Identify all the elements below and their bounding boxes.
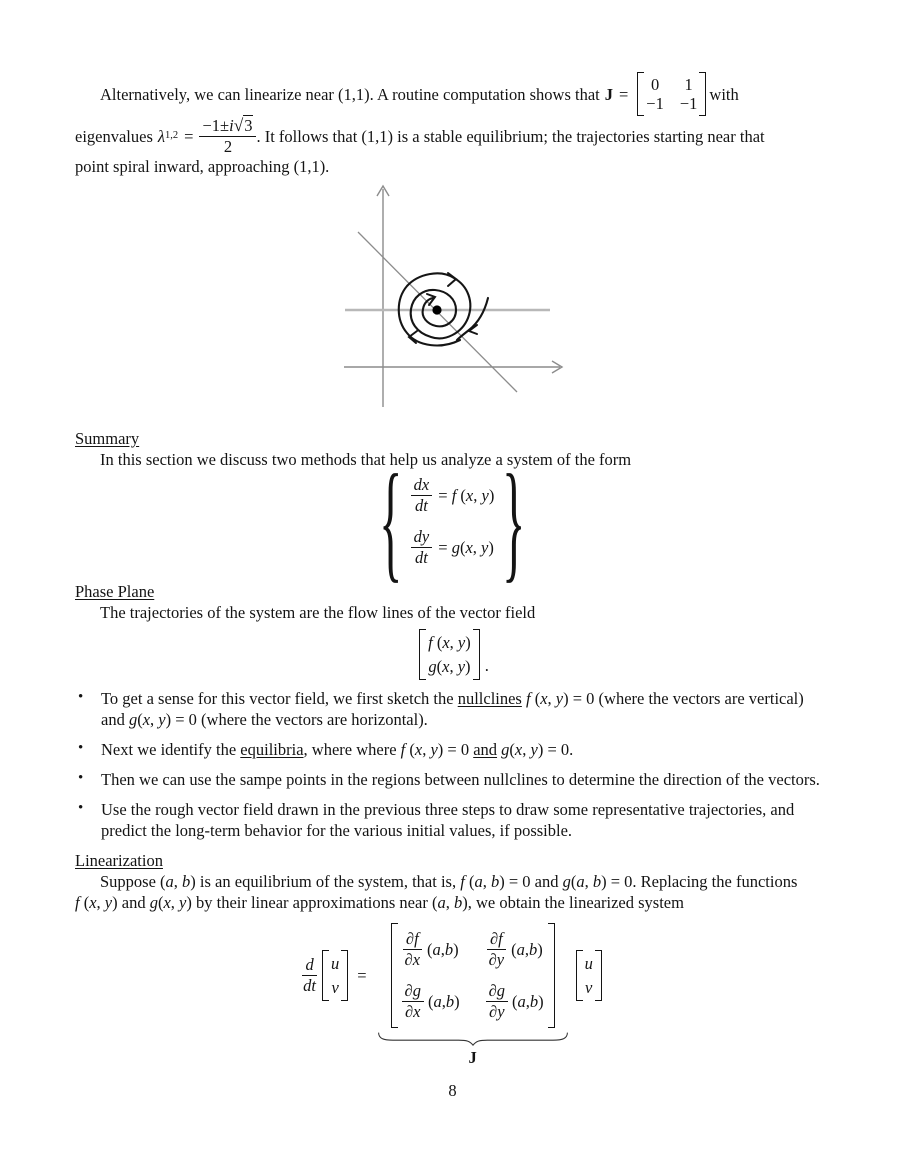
text-run: , we obtain the linearized system	[467, 892, 684, 912]
jacobian-cell	[402, 982, 460, 1021]
underlined-text: nullclines	[457, 688, 522, 708]
text-run: Next we identify the	[101, 739, 241, 759]
summary-heading: Summary	[75, 429, 140, 449]
eigenvalue-fraction	[199, 116, 256, 156]
text-run: (where the vectors are horizontal).	[196, 709, 428, 729]
j-matrix-entry: −1	[679, 94, 698, 113]
dt-denominator: dt	[415, 547, 428, 567]
text-run: , where where	[303, 739, 401, 759]
linearized-system-equation	[300, 923, 605, 1079]
page-number: 8	[448, 1081, 457, 1101]
right-brace: }	[502, 446, 526, 595]
vector-field-display	[416, 629, 489, 680]
jacobian-matrix	[391, 923, 555, 1029]
vector-field-matrix	[419, 629, 480, 680]
partial-den: ∂x	[404, 949, 421, 969]
bullet-list	[75, 688, 830, 841]
uv-vector-left	[322, 950, 348, 1001]
v-entry: v	[585, 978, 593, 998]
partial-den: ∂y	[489, 1002, 505, 1022]
jacobian-cell	[486, 930, 544, 969]
eigenvalue-numerator	[199, 116, 256, 137]
bullet-item	[75, 739, 830, 760]
intro-line-3: point spiral inward, approaching (1,1).	[75, 157, 330, 177]
minus-one-plus-minus: −1±	[202, 116, 230, 135]
underlined-text: equilibria	[240, 739, 304, 759]
equals-sign: =	[618, 84, 629, 104]
spiral-arrow-top-icon	[448, 273, 456, 286]
math-run: f (x, y)	[75, 892, 118, 912]
d-dt-fraction	[300, 956, 319, 995]
equals-sign: =	[357, 966, 367, 986]
evaluation-point: (a,b)	[427, 939, 459, 959]
equilibrium-point	[432, 306, 441, 315]
bullet-text	[101, 800, 794, 840]
math-run: f (x, y) = 0	[400, 739, 470, 759]
evaluation-point: (a,b)	[511, 992, 544, 1012]
system-rhs-2: = g(x, y)	[438, 537, 494, 557]
lambda-symbol: λ	[157, 126, 166, 146]
partial-den: ∂y	[488, 949, 505, 969]
radicand: 3	[244, 116, 253, 135]
intro-text-2: with	[709, 84, 739, 104]
bullet-text	[101, 770, 820, 789]
underlined-text: and	[473, 739, 498, 759]
left-brace: {	[379, 446, 403, 595]
text-run: Use the rough vector field drawn in the previous three steps to draw some representative trajectories, and predict the long-term behavior for the various initial values, if possible.	[101, 799, 795, 840]
dx-numerator: dx	[411, 476, 433, 496]
bullet-text	[101, 689, 804, 729]
underbrace-icon	[377, 1031, 569, 1046]
bullet-marker: •	[78, 769, 84, 786]
imaginary-i: i	[229, 116, 234, 135]
sentence-period: .	[484, 655, 489, 675]
j-matrix-entry: −1	[646, 94, 664, 113]
d-numerator: d	[302, 956, 316, 976]
bullet-marker: •	[78, 688, 84, 705]
math-run: (a, b)	[160, 871, 196, 891]
system-rhs-1: = f (x, y)	[438, 486, 495, 506]
text-run: is an equilibrium of the system, that is,	[195, 871, 461, 891]
math-run: (a, b)	[431, 892, 468, 912]
linearization-paragraph	[75, 871, 830, 913]
system-row-2	[411, 528, 495, 567]
math-run: g(x, y)	[149, 892, 192, 912]
text-run: Then we can use the sampe points in the regions between nullclines to determine the direction of the vectors.	[101, 769, 820, 789]
math-run: g(a, b) = 0	[562, 871, 633, 891]
jacobian-matrix-group	[373, 923, 573, 1069]
math-run: f (a, b) = 0	[460, 871, 531, 891]
bullet-item	[75, 769, 830, 790]
text-run: and	[117, 892, 150, 912]
system-rows	[411, 476, 495, 567]
text-run: Suppose	[100, 871, 161, 891]
evaluation-point: (a,b)	[427, 992, 460, 1012]
phase-portrait-figure	[330, 179, 610, 414]
dt-denominator: dt	[415, 496, 428, 516]
j-matrix-entry: 1	[684, 75, 693, 94]
u-entry: u	[584, 954, 593, 974]
jacobian-brace-label: J	[468, 1048, 477, 1068]
partial-num: ∂g	[402, 982, 424, 1002]
linearization-heading: Linearization	[75, 850, 163, 870]
bullet-item	[75, 688, 830, 730]
math-run: g(x, y) = 0	[501, 739, 570, 759]
intro-line-2	[75, 116, 830, 156]
phase-portrait-svg	[330, 179, 610, 414]
radical-sign: √	[233, 116, 244, 135]
equals-sign: =	[184, 126, 194, 146]
incoming-trajectory	[457, 298, 488, 340]
math-run: f (x, y) = 0	[525, 688, 599, 708]
text-run: To get a sense for this vector field, we first sketch the	[101, 688, 458, 708]
intro-text-1: Alternatively, we can linearize near (1,1). A routine computation shows that	[100, 84, 600, 104]
text-run: and	[530, 871, 563, 891]
text-run: by their linear approximations near	[191, 892, 432, 912]
u-entry: u	[331, 954, 340, 974]
bullet-text	[101, 740, 573, 759]
dy-numerator: dy	[411, 528, 433, 548]
vector-row-1: f (x, y)	[428, 632, 471, 652]
jacobian-cell	[402, 930, 460, 969]
v-entry: v	[331, 978, 339, 998]
bullet-marker: •	[78, 739, 84, 756]
bullet-item	[75, 799, 830, 841]
summary-lead: In this section we discuss two methods that help us analyze a system of the form	[100, 450, 632, 470]
partial-num: ∂f	[487, 930, 506, 950]
eigenvalue-denominator: 2	[223, 137, 233, 157]
system-row-1	[411, 476, 495, 515]
phase-plane-heading: Phase Plane	[75, 581, 155, 601]
intro-text-4: . It follows that (1,1) is a stable equilibrium; the trajectories starting near that	[256, 126, 765, 146]
partial-den: ∂x	[405, 1002, 421, 1022]
intro-text-3: eigenvalues	[75, 126, 153, 146]
partial-num: ∂f	[403, 930, 422, 950]
vector-row-2: g(x, y)	[428, 656, 471, 676]
j-matrix	[637, 72, 706, 116]
phase-plane-lead: The trajectories of the system are the flow lines of the vector field	[100, 602, 536, 622]
system-display-equation	[375, 446, 530, 595]
jacobian-symbol: J	[604, 84, 613, 104]
intro-line-1	[75, 72, 830, 116]
bullet-marker: •	[78, 799, 84, 816]
j-matrix-entry: 0	[650, 75, 660, 94]
text-run: .	[569, 739, 574, 759]
text-run: . Replacing the functions	[632, 871, 798, 891]
dt-denominator: dt	[303, 976, 317, 996]
uv-vector-right	[576, 950, 602, 1001]
partial-num: ∂g	[486, 982, 508, 1002]
lambda-subscript: 1,2	[165, 130, 179, 142]
jacobian-cell	[486, 982, 544, 1021]
evaluation-point: (a,b)	[511, 939, 543, 959]
math-run: g(x, y) = 0	[128, 709, 197, 729]
text-run: (where the vectors are vertical) and	[101, 688, 804, 729]
